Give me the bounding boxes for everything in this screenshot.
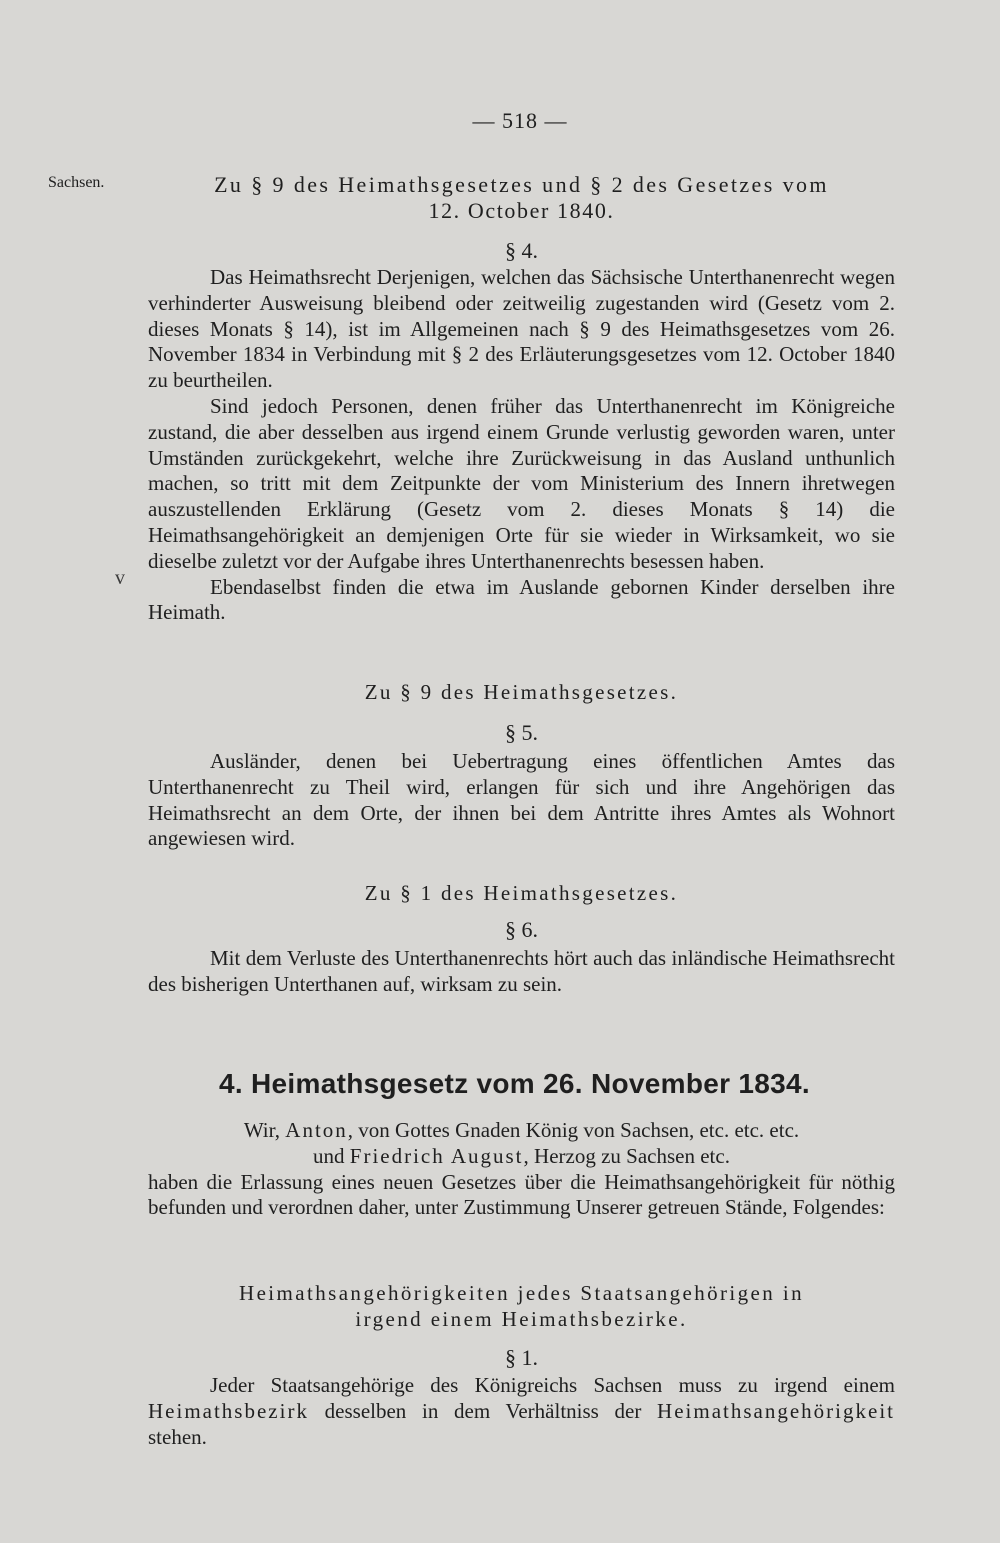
section-heading-4-line1: Zu § 9 des Heimathsgesetzes und § 2 des Gesetzes vom (214, 172, 829, 197)
law-intro-text: , Herzog zu Sachsen etc. (523, 1143, 730, 1168)
law-intro-paragraph: haben die Erlassung eines neuen Gesetzes über die Heimathsangehörigkeit für nöthig befunden und verordnen daher, unter Zustimmung Unserer getreuen Stände, Folgendes: (148, 1169, 895, 1220)
margin-note: Sachsen. (48, 174, 105, 191)
section-4-paragraph-2: Sind jedoch Personen, denen früher das Unterthanenrecht im Königreiche zustand, die aber desselben aus irgend einem Grunde verlustig geworden waren, unter Umständen zurückgekehrt, welche ihre Zurückweisung in das Ausland unthunlich machen, so tritt mit dem Zeitpunkte der vom Ministerium des Innern ihretwegen auszustellenden Erklärung (Gesetz vom 2. dieses Monats § 14) die Heimathsangehörigkeit an demjenigen Orte für sie wieder in Wirksamkeit, wo sie dieselbe zuletzt vor der Aufgabe ihres Unterthanenrechts besessen haben. (148, 393, 895, 573)
law-section-1-text: stehen. (148, 1424, 207, 1449)
law-intro-text: Wir, (243, 1118, 286, 1142)
section-heading-5: Zu § 9 des Heimathsgesetzes. (364, 680, 679, 704)
spaced-term-heimathsangehoerigkeit: Heimathsangehörigkeit (657, 1398, 895, 1423)
spaced-term-heimathsbezirk: Heimathsbezirk (148, 1398, 309, 1423)
section-6-paragraph-1: Mit dem Verluste des Unterthanenrechts hört auch das inländische Heimathsrecht des bisherigen Unterthanen auf, wirksam zu sein. (148, 946, 895, 996)
section-6-body (148, 946, 895, 998)
section-4-paragraph-3: Ebendaselbst finden die etwa im Auslande gebornen Kinder derselben ihre Heimath. (148, 574, 895, 625)
law-section-1-paragraph (148, 1373, 895, 1450)
section-4-body (148, 265, 895, 626)
section-4-paragraph-1: Das Heimathsrecht Derjenigen, welchen das Sächsische Unterthanenrecht wegen verhinderter Ausweisung bleibend oder zeitweilig zugestanden wird (Gesetz vom 2. dieses Monats § 14), ist im Allgemeinen nach § 9 des Heimathsgesetzes vom 26. November 1834 in Verbindung mit § 2 des Erläuterungsgesetzes vom 12. October 1840 zu beurtheilen. (148, 265, 895, 393)
section-heading-4-line2: 12. October 1840. (428, 198, 615, 223)
law-section-1-body (148, 1373, 895, 1450)
law-section-mark-1: § 1. (505, 1345, 538, 1370)
co-regent-name: Friedrich August (349, 1143, 524, 1168)
section-mark-5: § 5. (505, 720, 538, 745)
law-subheading (148, 1280, 895, 1332)
handwritten-annotation: v (115, 567, 125, 589)
law-intro-line-1 (148, 1118, 895, 1144)
section-5-body (148, 749, 895, 852)
section-5-paragraph-1: Ausländer, denen bei Uebertragung eines öffentlichen Amtes das Unterthanenrecht zu Theil wird, erlangen für sich und ihre Angehörigen das Heimathsrecht an dem Orte, der ihnen bei dem Antritte ihres Amtes als Wohnort angewiesen wird. (148, 749, 895, 851)
section-mark-4: § 4. (505, 238, 538, 263)
sovereign-name: Anton (285, 1118, 348, 1142)
law-introduction (148, 1118, 895, 1221)
law-intro-text: , von Gottes Gnaden König von Sachsen, etc. etc. etc. (347, 1118, 800, 1142)
page-number: — 518 — (472, 108, 568, 133)
section-heading-6: Zu § 1 des Heimathsgesetzes. (364, 881, 679, 905)
law-subheading-line2: irgend einem Heimathsbezirke. (355, 1307, 688, 1331)
law-subheading-line1: Heimathsangehörigkeiten jedes Staatsangehörigen in (239, 1281, 804, 1305)
law-intro-line-2 (148, 1144, 895, 1170)
law-section-1-text: Jeder Staatsangehörige des Königreichs Sachsen muss zu irgend einem (210, 1373, 895, 1397)
law-title: 4. Heimathsgesetz vom 26. November 1834. (219, 1068, 810, 1099)
section-heading-4 (148, 172, 895, 224)
law-intro-text: und (313, 1143, 350, 1168)
law-section-1-text: desselben in dem Verhältniss der (308, 1398, 658, 1423)
section-mark-6: § 6. (505, 917, 538, 942)
